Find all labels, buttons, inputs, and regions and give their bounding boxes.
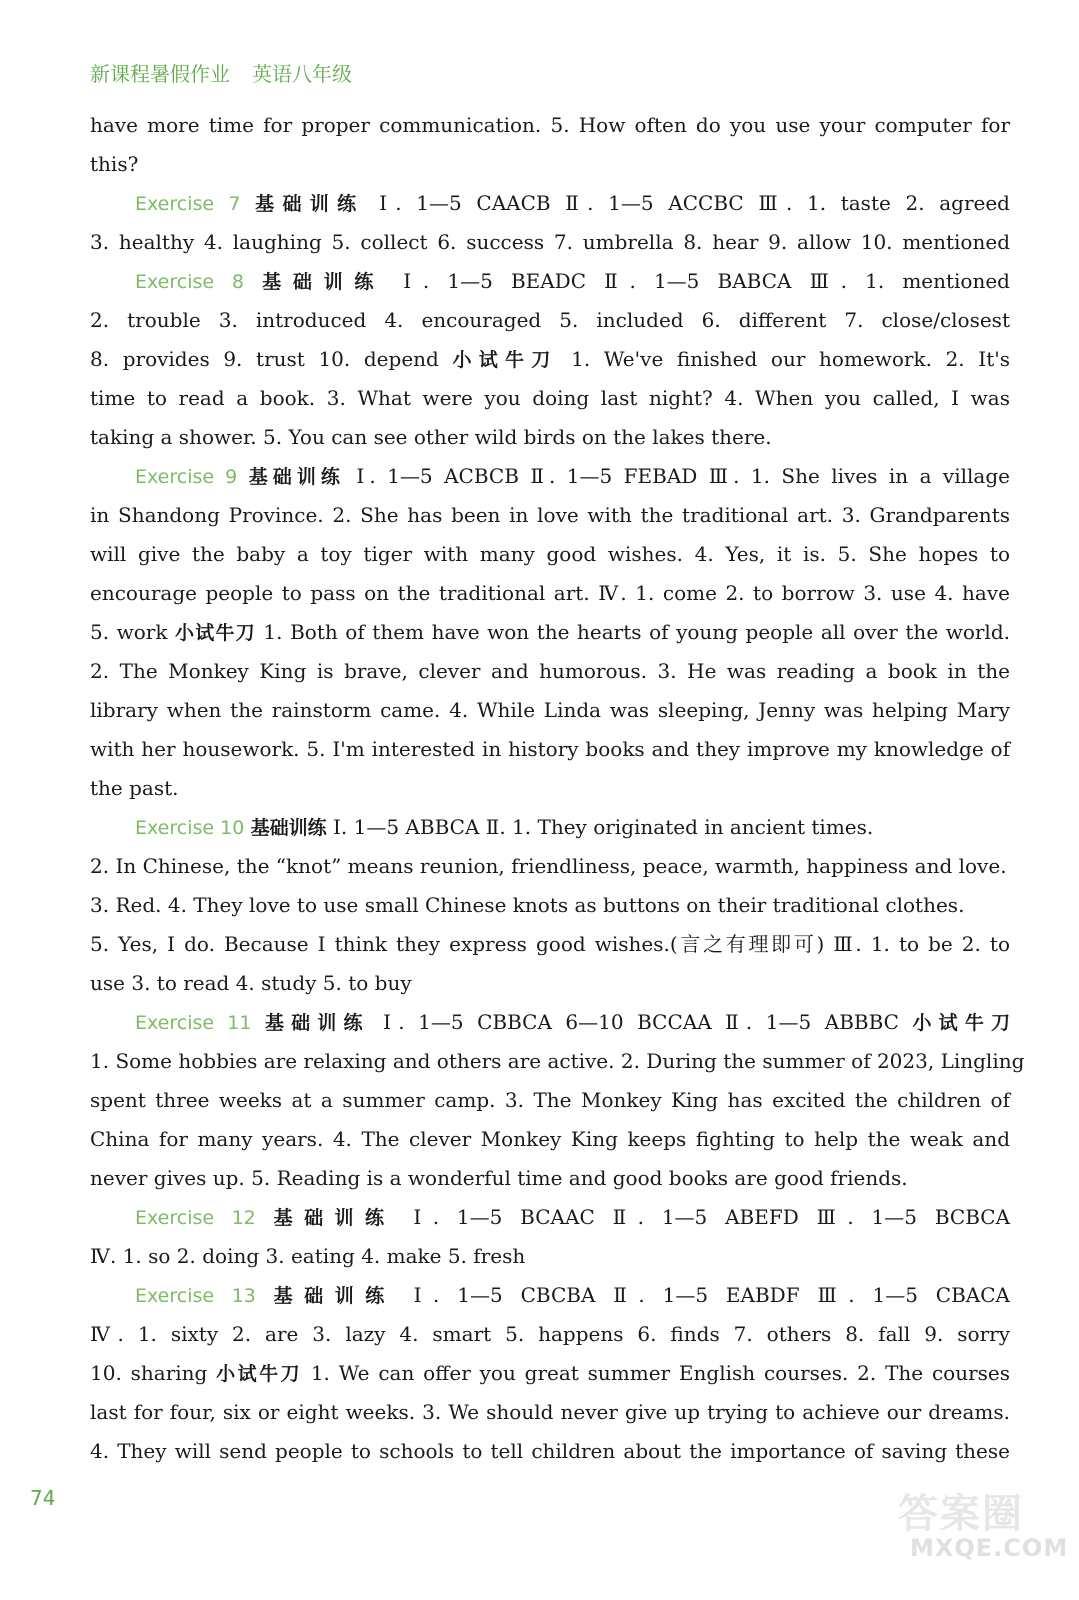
answer-text: Ⅰ. 1—5 CBCBA Ⅱ. 1—5 EABDF Ⅲ. 1—5 CBACA [395, 1283, 1010, 1307]
text-line [90, 964, 1010, 1003]
answer-text: China for many years. 4. The clever Monkey King keeps fighting to help the weak and [90, 1127, 1010, 1151]
answer-text: 1. Both of them have won the hearts of young people all over the world. [255, 620, 1010, 644]
text-line [90, 886, 1010, 925]
answer-text: 1. We can offer you great summer English courses. 2. The courses [302, 1361, 1010, 1385]
text-line [90, 535, 1010, 574]
exercise-label: Exercise 10 [135, 817, 245, 839]
text-line [90, 847, 1010, 886]
watermark-text: 答案圈 [898, 1491, 1024, 1537]
answer-text: 8. provides 9. trust 10. depend [90, 347, 453, 371]
subject-grade: 英语八年级 [252, 62, 352, 86]
answer-text: 10. sharing [90, 1361, 217, 1385]
text-line [90, 1042, 1025, 1081]
answer-text: this? [90, 152, 139, 176]
answer-text: last for four, six or eight weeks. 3. We should never give up trying to achieve our dreams. [90, 1400, 1010, 1424]
exercise-label: Exercise 7 [135, 193, 241, 215]
section-label: 小试牛刀 [912, 1012, 1011, 1034]
answer-text: in Shandong Province. 2. She has been in love with the traditional art. 3. Grandparents [90, 503, 1010, 527]
text-line [90, 223, 1010, 262]
answer-text [244, 269, 262, 293]
answer-text: Ⅰ. 1—5 ABBCA Ⅱ. 1. They originated in ancient times. [326, 815, 874, 839]
answer-text [241, 191, 256, 215]
section-label: 基础训练 [250, 817, 327, 839]
exercise-label: Exercise 11 [135, 1012, 252, 1034]
answer-text [256, 1283, 274, 1307]
text-line [90, 769, 1010, 808]
answer-text: Ⅰ. 1—5 BCAAC Ⅱ. 1—5 ABEFD Ⅲ. 1—5 BCBCA [395, 1205, 1011, 1229]
answer-text: never gives up. 5. Reading is a wonderful time and good books are good friends. [90, 1166, 908, 1190]
text-line [90, 457, 1010, 496]
book-header [90, 58, 352, 87]
section-label: 基础训练 [273, 1207, 396, 1229]
watermark-logo [890, 1482, 1069, 1572]
text-line [90, 613, 1010, 652]
answer-text: 3. Red. 4. They love to use small Chinese knots as buttons on their traditional clothes. [90, 893, 965, 917]
answer-text: the past. [90, 776, 179, 800]
answer-text [237, 464, 248, 488]
section-label: 基础训练 [264, 1012, 370, 1034]
answer-text: use 3. to read 4. study 5. to buy [90, 971, 412, 995]
answer-text: time to read a book. 3. What were you doing last night? 4. When you called, I was [90, 386, 1010, 410]
section-label: 基础训练 [262, 271, 386, 293]
text-line [90, 1120, 1010, 1159]
answer-text [251, 1010, 265, 1034]
answer-text: 2. trouble 3. introduced 4. encouraged 5. included 6. different 7. close/closest [90, 308, 1010, 332]
section-label: 小试牛刀 [216, 1363, 303, 1385]
text-line [90, 1354, 1010, 1393]
section-label: 小试牛刀 [452, 349, 558, 371]
answer-text: 2. In Chinese, the “knot” means reunion, friendliness, peace, warmth, happiness and love. [90, 854, 1007, 878]
text-line [90, 808, 1010, 847]
exercise-label: Exercise 13 [135, 1285, 256, 1307]
answer-text: 2. The Monkey King is brave, clever and humorous. 3. He was reading a book in the [90, 659, 1010, 683]
text-line [90, 145, 1010, 184]
answer-text: 4. They will send people to schools to tell children about the importance of saving these [90, 1439, 1010, 1463]
exercise-label: Exercise 8 [135, 271, 244, 293]
text-line [90, 1198, 1010, 1237]
answer-text: Ⅰ. 1—5 ACBCB Ⅱ. 1—5 FEBAD Ⅲ. 1. She lives in a village [345, 464, 1010, 488]
answer-text: Ⅳ. 1. so 2. doing 3. eating 4. make 5. fresh [90, 1244, 526, 1268]
answer-text: Ⅰ. 1—5 BEADC Ⅱ. 1—5 BABCA Ⅲ. 1. mentioned [385, 269, 1010, 293]
answer-text: spent three weeks at a summer camp. 3. The Monkey King has excited the children of [90, 1088, 1010, 1112]
section-label: 基础训练 [248, 466, 345, 488]
answer-text: 1. Some hobbies are relaxing and others are active. 2. During the summer of 2023, Lingling [90, 1049, 1025, 1073]
book-title: 新课程暑假作业 [90, 62, 230, 86]
text-line [90, 106, 1010, 145]
text-line [90, 574, 1010, 613]
answer-text: taking a shower. 5. You can see other wild birds on the lakes there. [90, 425, 772, 449]
watermark-url: MXQE.COM [910, 1534, 1069, 1562]
text-line [90, 340, 1010, 379]
answer-text: 5. work [90, 620, 176, 644]
section-label: 基础训练 [273, 1285, 396, 1307]
answer-key-body [90, 106, 1025, 1471]
section-label: 小试牛刀 [175, 622, 256, 644]
text-line [90, 730, 1010, 769]
answer-text: 1. We've finished our homework. 2. It's [557, 347, 1010, 371]
text-line [90, 184, 1010, 223]
exercise-label: Exercise 12 [135, 1207, 256, 1229]
text-line [90, 301, 1010, 340]
answer-text: library when the rainstorm came. 4. While Linda was sleeping, Jenny was helping Mary [90, 698, 1010, 722]
text-line [90, 1276, 1010, 1315]
section-label: 基础训练 [255, 193, 365, 215]
text-line [90, 1159, 1010, 1198]
page-number: 74 [30, 1486, 56, 1510]
answer-text: Ⅰ. 1—5 CBBCA 6—10 BCCAA Ⅱ. 1—5 ABBBC [369, 1010, 913, 1034]
text-line [90, 1237, 1010, 1276]
answer-text [256, 1205, 274, 1229]
text-line [90, 496, 1010, 535]
text-line [90, 1432, 1010, 1471]
text-line [90, 1393, 1010, 1432]
answer-text: Ⅳ. 1. sixty 2. are 3. lazy 4. smart 5. happens 6. finds 7. others 8. fall 9. sorry [90, 1322, 1010, 1346]
text-line [90, 1003, 1010, 1042]
answer-text: with her housework. 5. I'm interested in history books and they improve my knowledge of [90, 737, 1010, 761]
answer-text: Ⅰ. 1—5 CAACB Ⅱ. 1—5 ACCBC Ⅲ. 1. taste 2. agreed [364, 191, 1010, 215]
text-line [90, 925, 1010, 964]
answer-text: encourage people to pass on the traditional art. Ⅳ. 1. come 2. to borrow 3. use 4. have [90, 581, 1010, 605]
answer-text: have more time for proper communication. 5. How often do you use your computer for [90, 113, 1010, 137]
text-line [90, 652, 1010, 691]
text-line [90, 262, 1010, 301]
text-line [90, 691, 1010, 730]
text-line [90, 379, 1010, 418]
exercise-label: Exercise 9 [135, 466, 238, 488]
text-line [90, 1315, 1010, 1354]
text-line [90, 418, 1010, 457]
answer-text: 3. healthy 4. laughing 5. collect 6. success 7. umbrella 8. hear 9. allow 10. mentioned [90, 230, 1010, 254]
answer-text: will give the baby a toy tiger with many good wishes. 4. Yes, it is. 5. She hopes to [90, 542, 1010, 566]
answer-text: 5. Yes, I do. Because I think they express good wishes.(言之有理即可) Ⅲ. 1. to be 2. to [90, 932, 1010, 956]
text-line [90, 1081, 1010, 1120]
